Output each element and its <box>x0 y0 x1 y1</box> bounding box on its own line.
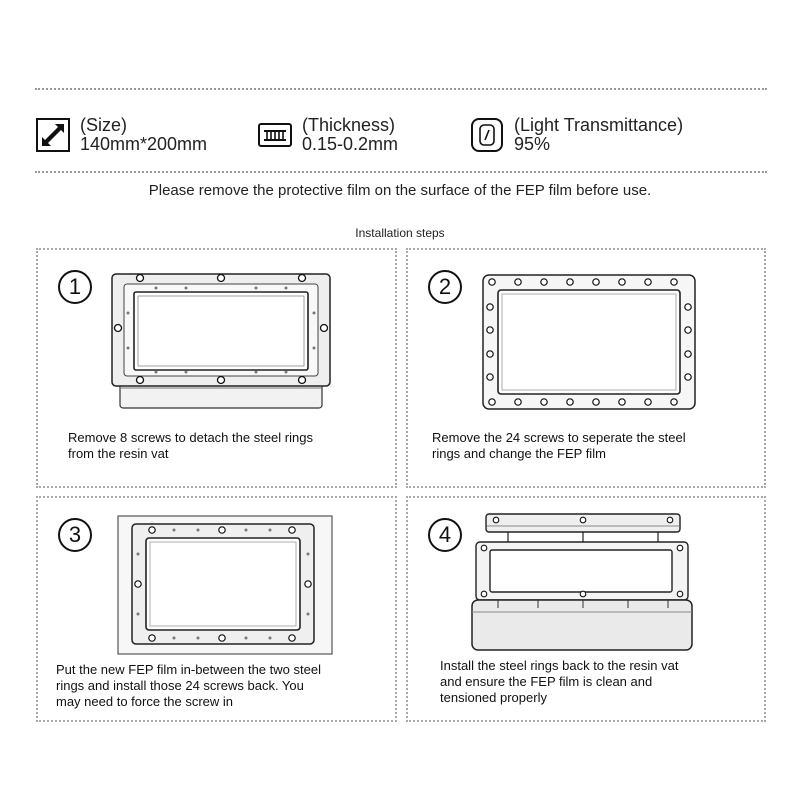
top-divider <box>35 88 767 90</box>
step-2-line: rings and change the FEP film <box>432 446 606 461</box>
step-4-line: tensioned properly <box>440 690 547 705</box>
step-1-panel <box>36 248 397 488</box>
step-3-fep-film-illustration <box>116 514 334 656</box>
step-2-panel <box>406 248 766 488</box>
step-1-description <box>68 430 313 462</box>
spec-thickness-value: 0.15-0.2mm <box>302 134 399 154</box>
step-1-resin-vat-illustration <box>106 268 336 414</box>
step-4-line: Install the steel rings back to the resin vat <box>440 658 679 673</box>
spec-divider <box>35 171 767 173</box>
size-arrow-icon <box>36 118 70 152</box>
step-2-description <box>432 430 686 462</box>
spec-thickness <box>258 112 398 158</box>
step-3-line: Put the new FEP film in-between the two steel <box>56 662 321 677</box>
installation-steps-title: Installation steps <box>355 226 445 240</box>
spec-thickness-label: (Thickness) <box>302 115 396 135</box>
step-4-line: and ensure the FEP film is clean and <box>440 674 653 689</box>
spec-light-transmittance <box>470 112 683 158</box>
step-1-line: Remove 8 screws to detach the steel rings <box>68 430 313 445</box>
spec-size <box>36 112 207 158</box>
step-3-panel <box>36 496 397 722</box>
step-3-description <box>56 662 321 710</box>
protective-film-notice: Please remove the protective film on the surface of the FEP film before use. <box>148 182 652 199</box>
step-2-number: 2 <box>428 270 462 304</box>
step-4-assembly-illustration <box>468 512 694 654</box>
spec-size-value: 140mm*200mm <box>80 134 208 154</box>
step-1-number: 1 <box>58 270 92 304</box>
step-4-description <box>440 658 678 706</box>
step-1-line: from the resin vat <box>68 446 169 461</box>
spec-light-value: 95% <box>514 134 551 154</box>
light-transmittance-icon <box>470 118 504 152</box>
step-4-number: 4 <box>428 518 462 552</box>
spec-light-label: (Light Transmittance) <box>514 115 684 135</box>
step-4-panel <box>406 496 766 722</box>
step-2-line: Remove the 24 screws to seperate the steel <box>432 430 686 445</box>
spec-size-label: (Size) <box>80 115 128 135</box>
step-3-line: rings and install those 24 screws back. You <box>56 678 304 693</box>
thickness-film-icon <box>258 118 292 152</box>
step-3-number: 3 <box>58 518 92 552</box>
step-2-steel-rings-illustration <box>480 272 698 414</box>
step-3-line: may need to force the screw in <box>56 694 234 709</box>
